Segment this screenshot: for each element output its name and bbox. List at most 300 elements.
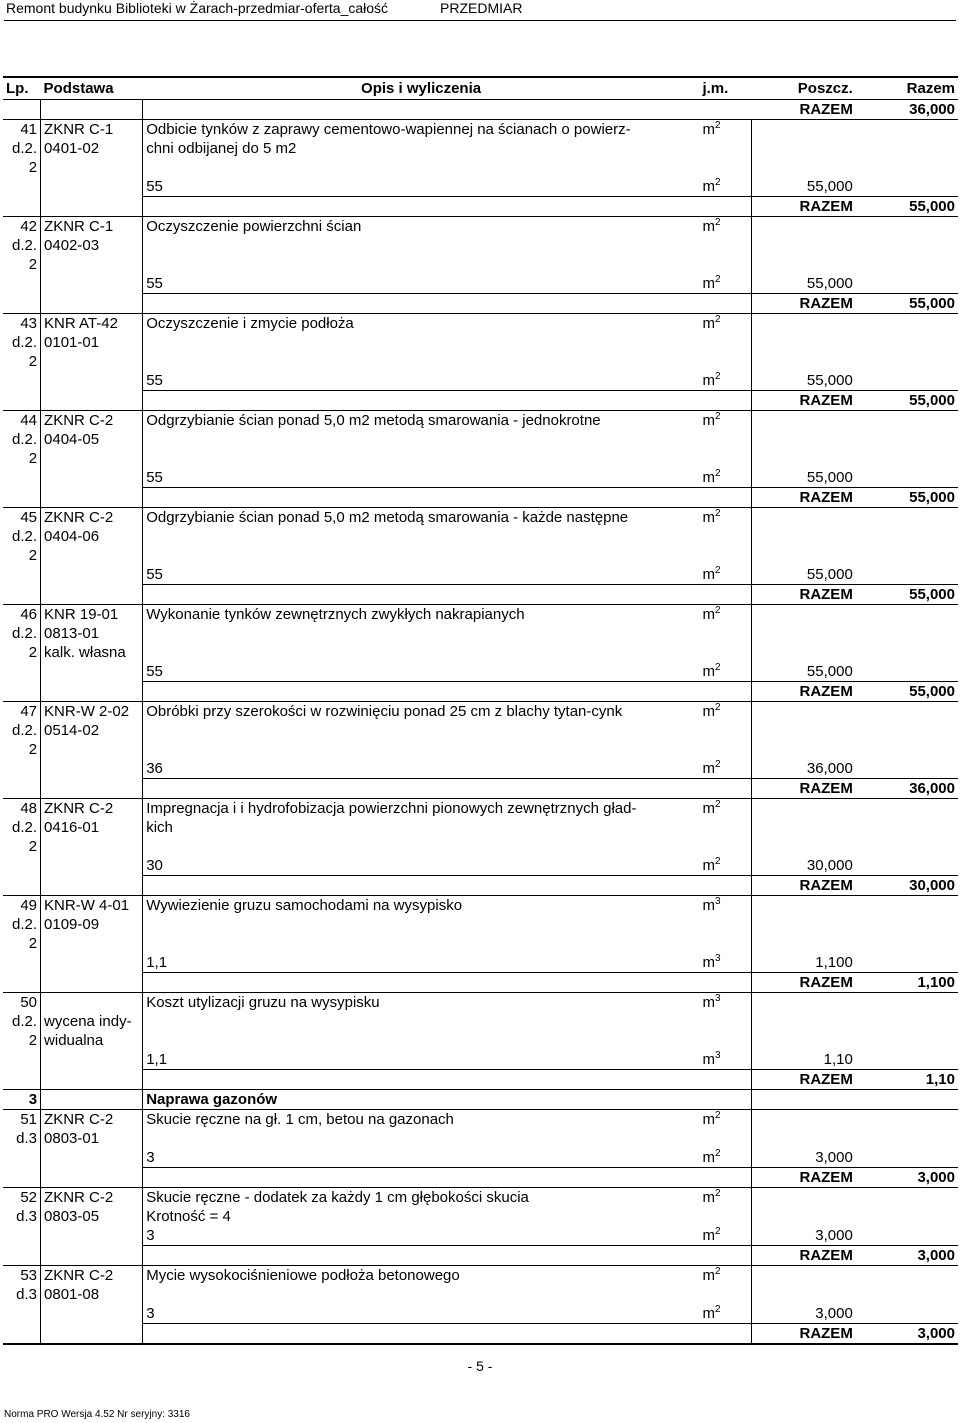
calc-expression: 1,1 — [146, 954, 168, 971]
podstawa-cell — [41, 527, 143, 546]
unit-cell — [699, 1012, 751, 1031]
podstawa-cell — [41, 682, 143, 702]
unit-cell — [699, 915, 751, 934]
poszcz-cell — [752, 1090, 856, 1110]
item-sub: d.3 — [16, 1130, 38, 1147]
unit: m — [702, 606, 715, 623]
table-row — [3, 100, 958, 120]
unit-cell — [699, 197, 751, 217]
table-row — [3, 643, 958, 662]
unit: m — [702, 663, 715, 680]
razem-cell — [856, 1188, 958, 1208]
col-poszcz: Poszcz. — [752, 77, 856, 100]
poszcz-cell — [752, 1188, 856, 1208]
item-number: 47 — [20, 703, 38, 720]
razem-cell — [856, 255, 958, 274]
unit-cell — [699, 217, 751, 237]
opis-cell — [143, 158, 700, 177]
unit-exponent: 2 — [714, 1188, 721, 1199]
unit-cell — [699, 740, 751, 759]
podstawa-cell — [41, 488, 143, 508]
razem-row — [3, 294, 958, 314]
podstawa-cell — [41, 197, 143, 217]
unit-cell — [699, 643, 751, 662]
table-row — [3, 333, 958, 352]
calc-row — [3, 371, 958, 391]
poszcz-cell — [752, 527, 856, 546]
razem-cell — [856, 333, 958, 352]
lp-cell — [3, 294, 41, 314]
poszcz-cell — [752, 702, 856, 722]
unit-cell — [699, 993, 751, 1013]
lp-cell — [3, 1246, 41, 1266]
razem-cell — [856, 411, 958, 431]
unit-cell — [699, 177, 751, 197]
table-row — [3, 624, 958, 643]
poszcz-value: 55,000 — [752, 468, 856, 488]
razem-cell — [856, 139, 958, 158]
calc-expression: 55 — [146, 469, 163, 486]
table-row — [3, 915, 958, 934]
unit: m — [702, 315, 715, 332]
poszcz-cell — [752, 993, 856, 1013]
poszcz-cell — [752, 740, 856, 759]
razem-cell — [856, 1012, 958, 1031]
unit-cell — [699, 876, 751, 896]
item-number: 50 — [20, 994, 38, 1011]
opis-text: Odgrzybianie ścian ponad 5,0 m2 metodą smarowania - jednokrotne — [146, 412, 601, 429]
unit-cell — [699, 236, 751, 255]
item-sub: d.2. — [12, 819, 38, 836]
razem-cell — [856, 934, 958, 953]
item-sub: 2 — [28, 450, 38, 467]
calc-expression: 55 — [146, 566, 163, 583]
unit-exponent: 2 — [714, 1266, 721, 1277]
table-row — [3, 993, 958, 1013]
poszcz-cell — [752, 1031, 856, 1050]
razem-cell — [856, 1090, 958, 1110]
calc-row — [3, 177, 958, 197]
calc-row — [3, 759, 958, 779]
opis-cell — [143, 1285, 700, 1304]
podstawa-cell — [41, 1110, 143, 1130]
unit-cell — [699, 1246, 751, 1266]
unit-cell — [699, 1285, 751, 1304]
razem-cell — [856, 1050, 958, 1070]
razem-value: 1,10 — [856, 1070, 958, 1090]
podstawa-text: KNR 19-01 — [44, 606, 119, 623]
unit-cell — [699, 565, 751, 585]
opis-cell — [143, 643, 700, 662]
podstawa-cell — [41, 662, 143, 682]
razem-cell — [856, 314, 958, 334]
calc-row — [3, 662, 958, 682]
opis-cell — [143, 605, 700, 625]
razem-cell — [856, 993, 958, 1013]
razem-cell — [856, 702, 958, 722]
razem-cell — [856, 449, 958, 468]
unit-exponent: 2 — [714, 799, 721, 810]
razem-cell — [856, 430, 958, 449]
calc-expression: 1,1 — [146, 1051, 168, 1068]
lp-cell — [3, 721, 41, 740]
podstawa-cell — [41, 333, 143, 352]
podstawa-text: ZKNR C-2 — [44, 1111, 114, 1128]
poszcz-cell — [752, 1129, 856, 1148]
razem-label: RAZEM — [752, 1168, 856, 1188]
razem-cell — [856, 565, 958, 585]
unit: m — [702, 1227, 715, 1244]
unit-cell — [699, 314, 751, 334]
opis-text: Odgrzybianie ścian ponad 5,0 m2 metodą smarowania - każde następne — [146, 509, 629, 526]
podstawa-text: kalk. własna — [44, 644, 126, 661]
podstawa-cell — [41, 158, 143, 177]
podstawa-cell — [41, 314, 143, 334]
opis-cell — [143, 799, 700, 819]
poszcz-cell — [752, 139, 856, 158]
razem-value: 30,000 — [856, 876, 958, 896]
item-number: 43 — [20, 315, 38, 332]
unit-cell — [699, 449, 751, 468]
lp-cell — [3, 449, 41, 468]
unit-exponent: 2 — [714, 468, 721, 479]
item-sub: 2 — [28, 353, 38, 370]
opis-cell — [143, 973, 700, 993]
lp-cell — [3, 274, 41, 294]
lp-cell — [3, 896, 41, 916]
table-row — [3, 1012, 958, 1031]
col-opis: Opis i wyliczenia — [143, 77, 700, 100]
razem-cell — [856, 1110, 958, 1130]
razem-cell — [856, 158, 958, 177]
item-sub: 2 — [28, 644, 38, 661]
item-sub: d.3 — [16, 1286, 38, 1303]
opis-cell — [143, 1110, 700, 1130]
poszcz-cell — [752, 508, 856, 528]
unit: m — [702, 1111, 715, 1128]
razem-cell — [856, 1207, 958, 1226]
opis-cell — [143, 585, 700, 605]
podstawa-cell — [41, 702, 143, 722]
unit: m — [702, 1051, 715, 1068]
razem-cell — [856, 799, 958, 819]
lp-cell — [3, 255, 41, 274]
razem-cell — [856, 740, 958, 759]
opis-cell — [143, 294, 700, 314]
poszcz-value: 3,000 — [752, 1148, 856, 1168]
razem-label: RAZEM — [752, 294, 856, 314]
opis-text: Skucie ręczne - dodatek za każdy 1 cm głębokości skucia — [146, 1189, 529, 1206]
calc-expression: 30 — [146, 857, 163, 874]
table-row — [3, 1110, 958, 1130]
unit-exponent: 2 — [714, 605, 721, 616]
item-number: 49 — [20, 897, 38, 914]
unit-exponent: 2 — [714, 1304, 721, 1315]
software-footer: Norma PRO Wersja 4.52 Nr seryjny: 3316 — [4, 1409, 190, 1420]
opis-cell — [143, 333, 700, 352]
unit-cell — [699, 391, 751, 411]
poszcz-cell — [752, 449, 856, 468]
opis-text: kich — [146, 819, 173, 836]
unit-exponent: 2 — [714, 508, 721, 519]
lp-cell — [3, 488, 41, 508]
unit-cell — [699, 1324, 751, 1345]
opis-text: Wykonanie tynków zewnętrznych zwykłych nakrapianych — [146, 606, 525, 623]
razem-cell — [856, 1148, 958, 1168]
table-row — [3, 1207, 958, 1226]
opis-cell — [143, 1324, 700, 1345]
item-number: 41 — [20, 121, 38, 138]
lp-cell — [3, 702, 41, 722]
unit-cell — [699, 624, 751, 643]
unit-cell — [699, 934, 751, 953]
razem-row — [3, 779, 958, 799]
podstawa-text: KNR-W 4-01 — [44, 897, 130, 914]
unit-cell — [699, 546, 751, 565]
podstawa-cell — [41, 430, 143, 449]
podstawa-cell — [41, 1285, 143, 1304]
item-number: 53 — [20, 1267, 38, 1284]
opis-cell — [143, 527, 700, 546]
podstawa-cell — [41, 973, 143, 993]
unit-exponent: 2 — [714, 1110, 721, 1121]
table-row — [3, 411, 958, 431]
unit-exponent: 2 — [714, 565, 721, 576]
opis-text: Mycie wysokociśnieniowe podłoża betonowego — [146, 1267, 460, 1284]
table-row — [3, 605, 958, 625]
poszcz-value: 55,000 — [752, 565, 856, 585]
poszcz-cell — [752, 624, 856, 643]
lp-cell — [3, 1070, 41, 1090]
unit-cell — [699, 527, 751, 546]
podstawa-cell — [41, 643, 143, 662]
opis-cell — [143, 391, 700, 411]
unit: m — [702, 412, 715, 429]
unit: m — [702, 218, 715, 235]
calc-expression: 3 — [146, 1227, 155, 1244]
razem-cell — [856, 818, 958, 837]
unit-cell — [699, 896, 751, 916]
calc-expression: 55 — [146, 178, 163, 195]
unit-cell — [699, 430, 751, 449]
document-title: Remont budynku Biblioteki w Żarach-przedmiar-oferta_całość — [6, 0, 389, 16]
opis-cell — [143, 896, 700, 916]
lp-cell — [3, 139, 41, 158]
opis-text: Wywiezienie gruzu samochodami na wysypisko — [146, 897, 463, 914]
item-sub: d.2. — [12, 528, 38, 545]
poszcz-cell — [752, 1207, 856, 1226]
razem-cell — [856, 662, 958, 682]
podstawa-cell — [41, 236, 143, 255]
calc-row — [3, 1304, 958, 1324]
lp-cell — [3, 508, 41, 528]
item-number: 52 — [20, 1189, 38, 1206]
item-sub: d.2. — [12, 1013, 38, 1030]
opis-cell — [143, 1168, 700, 1188]
unit: m — [702, 760, 715, 777]
table-row — [3, 702, 958, 722]
razem-cell — [856, 527, 958, 546]
unit-cell — [699, 1129, 751, 1148]
razem-value: 36,000 — [909, 101, 955, 118]
unit: m — [702, 703, 715, 720]
unit-cell — [699, 371, 751, 391]
lp-cell — [3, 1050, 41, 1070]
poszcz-cell — [752, 352, 856, 371]
razem-row — [3, 1168, 958, 1188]
lp-cell — [3, 876, 41, 896]
table-row — [3, 314, 958, 334]
razem-cell — [856, 1031, 958, 1050]
unit-cell — [699, 1168, 751, 1188]
opis-cell — [143, 702, 700, 722]
unit-cell — [699, 274, 751, 294]
item-sub: d.3 — [16, 1208, 38, 1225]
poszcz-value: 55,000 — [752, 274, 856, 294]
opis-cell — [143, 1129, 700, 1148]
razem-label: RAZEM — [752, 973, 856, 993]
poszcz-value: 55,000 — [752, 371, 856, 391]
poszcz-value: 1,100 — [752, 953, 856, 973]
unit-exponent: 3 — [714, 953, 721, 964]
unit: m — [702, 954, 715, 971]
unit-cell — [699, 1266, 751, 1286]
podstawa-cell — [41, 1207, 143, 1226]
podstawa-cell — [41, 1129, 143, 1148]
opis-cell — [143, 1070, 700, 1090]
unit-cell — [699, 1148, 751, 1168]
podstawa-cell — [41, 468, 143, 488]
podstawa-cell — [41, 585, 143, 605]
unit: m — [702, 509, 715, 526]
razem-row — [3, 1070, 958, 1090]
lp-cell — [3, 856, 41, 876]
table-row — [3, 721, 958, 740]
razem-label: RAZEM — [752, 1070, 856, 1090]
calc-expression: 55 — [146, 372, 163, 389]
lp-cell — [3, 371, 41, 391]
razem-value: 55,000 — [856, 294, 958, 314]
unit: m — [702, 800, 715, 817]
poszcz-cell — [752, 896, 856, 916]
lp-cell — [3, 585, 41, 605]
unit-exponent: 2 — [714, 702, 721, 713]
item-number: 51 — [20, 1111, 38, 1128]
opis-cell — [143, 934, 700, 953]
podstawa-cell — [41, 1304, 143, 1324]
razem-cell — [856, 896, 958, 916]
razem-cell — [856, 177, 958, 197]
podstawa-text: KNR AT-42 — [44, 315, 118, 332]
razem-cell — [856, 1285, 958, 1304]
unit-exponent: 2 — [714, 856, 721, 867]
poszcz-cell — [752, 818, 856, 837]
podstawa-cell — [41, 565, 143, 585]
opis-cell — [143, 915, 700, 934]
calc-row — [3, 1050, 958, 1070]
podstawa-text: 0101-01 — [44, 334, 100, 351]
opis-cell — [143, 236, 700, 255]
unit: m — [702, 121, 715, 138]
unit-cell — [699, 605, 751, 625]
lp-cell — [3, 1304, 41, 1324]
opis-cell — [143, 197, 700, 217]
unit: m — [702, 469, 715, 486]
table-row — [3, 1031, 958, 1050]
podstawa-cell — [41, 779, 143, 799]
poszcz-cell — [752, 837, 856, 856]
opis-cell — [143, 740, 700, 759]
table-row — [3, 1188, 958, 1208]
podstawa-cell — [41, 1226, 143, 1246]
unit-cell — [699, 973, 751, 993]
razem-label: RAZEM — [752, 682, 856, 702]
unit: m — [702, 566, 715, 583]
unit-exponent: 2 — [714, 1226, 721, 1237]
col-lp: Lp. — [3, 77, 41, 100]
unit-cell — [699, 139, 751, 158]
unit-exponent: 2 — [714, 177, 721, 188]
calc-row — [3, 565, 958, 585]
razem-value: 55,000 — [856, 488, 958, 508]
document-type: PRZEDMIAR — [440, 0, 523, 16]
item-sub: d.2. — [12, 625, 38, 642]
calc-expression: 3 — [146, 1305, 155, 1322]
podstawa-cell — [41, 1266, 143, 1286]
lp-cell — [3, 662, 41, 682]
lp-cell — [3, 740, 41, 759]
lp-cell — [3, 430, 41, 449]
table-row — [3, 352, 958, 371]
table-row — [3, 508, 958, 528]
lp-cell — [3, 779, 41, 799]
unit-cell — [699, 488, 751, 508]
unit-exponent: 2 — [714, 274, 721, 285]
unit: m — [702, 1189, 715, 1206]
unit-cell — [699, 953, 751, 973]
unit: m — [702, 994, 715, 1011]
podstawa-cell — [41, 1324, 143, 1345]
unit-cell — [699, 799, 751, 819]
razem-label: RAZEM — [752, 1246, 856, 1266]
razem-cell — [856, 605, 958, 625]
opis-cell — [143, 1246, 700, 1266]
lp-cell — [3, 333, 41, 352]
opis-text: Odbicie tynków z zaprawy cementowo-wapiennej na ścianach o powierz- — [146, 121, 631, 138]
unit-cell — [699, 682, 751, 702]
razem-value: 55,000 — [856, 391, 958, 411]
unit-exponent: 2 — [714, 371, 721, 382]
unit-cell — [699, 158, 751, 177]
razem-cell — [856, 508, 958, 528]
unit-exponent: 2 — [714, 314, 721, 325]
lp-cell — [3, 1324, 41, 1345]
poszcz-cell — [752, 799, 856, 819]
razem-label: RAZEM — [752, 779, 856, 799]
podstawa-text: ZKNR C-2 — [44, 800, 114, 817]
unit-exponent: 2 — [714, 759, 721, 770]
razem-label: RAZEM — [752, 197, 856, 217]
lp-cell — [3, 624, 41, 643]
opis-text: Impregnacja i i hydrofobizacja powierzchni pionowych zewnętrznych gład- — [146, 800, 637, 817]
razem-label: RAZEM — [752, 585, 856, 605]
razem-cell — [856, 352, 958, 371]
podstawa-cell — [41, 294, 143, 314]
poszcz-value: 55,000 — [752, 177, 856, 197]
lp-cell — [3, 177, 41, 197]
razem-row — [3, 391, 958, 411]
calc-row — [3, 1226, 958, 1246]
